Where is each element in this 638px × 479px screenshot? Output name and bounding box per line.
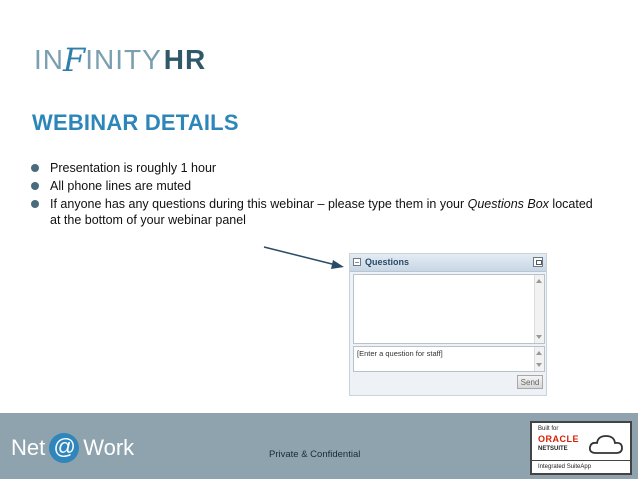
- logo-text-in: IN: [34, 44, 64, 75]
- scroll-down-icon[interactable]: [536, 335, 542, 339]
- input-scrollbar[interactable]: [534, 347, 544, 371]
- send-button[interactable]: Send: [517, 375, 543, 389]
- collapse-icon[interactable]: −: [354, 258, 360, 267]
- popout-icon[interactable]: [533, 257, 543, 267]
- question-input-placeholder: [Enter a question for staff]: [357, 349, 443, 358]
- questions-panel: [349, 253, 547, 396]
- log-scrollbar[interactable]: [534, 275, 544, 343]
- footer-bar: [0, 413, 638, 479]
- slide-title: WEBINAR DETAILS: [32, 110, 239, 135]
- netatwork-logo: [11, 433, 134, 463]
- confidential-label: Private & Confidential: [269, 449, 361, 460]
- infinityhr-logo: [34, 42, 206, 78]
- badge-netsuite: NETSUITE: [538, 446, 568, 452]
- badge-oracle: ORACLE: [538, 434, 579, 444]
- at-symbol-icon: @: [49, 433, 79, 463]
- badge-integrated-suiteapp: Integrated SuiteApp: [532, 460, 630, 473]
- scroll-up-icon[interactable]: [536, 279, 542, 283]
- questions-log: [353, 274, 545, 344]
- badge-built-for: Built for: [538, 426, 559, 432]
- questions-panel-header: [350, 254, 546, 272]
- brand-work: Work: [83, 435, 135, 460]
- bullet-text-italic: Box: [527, 197, 549, 211]
- bullet-dot-icon: [31, 200, 39, 208]
- bullet-text-tail: located at the bottom of your webinar panel: [50, 197, 593, 227]
- brand-net: Net: [11, 435, 46, 460]
- logo-text-inity: INITY: [85, 44, 162, 75]
- bullet-list: [31, 160, 606, 230]
- bullet-text: All phone lines are muted: [50, 179, 192, 193]
- bullet-text-lead: If anyone has any questions during this webinar – please type them in your: [50, 197, 468, 211]
- bullet-dot-icon: [31, 182, 39, 190]
- bullet-item: [31, 196, 606, 228]
- bullet-text-italic: Questions: [467, 197, 524, 211]
- bullet-item: [31, 178, 606, 194]
- scroll-up-icon[interactable]: [536, 351, 542, 355]
- oracle-netsuite-badge: [530, 421, 632, 475]
- question-input[interactable]: [353, 346, 545, 372]
- logo-text-hr: HR: [163, 44, 207, 75]
- arrow-icon: [262, 245, 346, 271]
- logo-text-f: F: [63, 41, 87, 79]
- questions-panel-title: Questions: [365, 257, 410, 267]
- scroll-down-icon[interactable]: [536, 363, 542, 367]
- cloud-icon: [588, 433, 624, 455]
- bullet-text: Presentation is roughly 1 hour: [50, 161, 217, 175]
- bullet-dot-icon: [31, 164, 39, 172]
- bullet-item: [31, 160, 606, 176]
